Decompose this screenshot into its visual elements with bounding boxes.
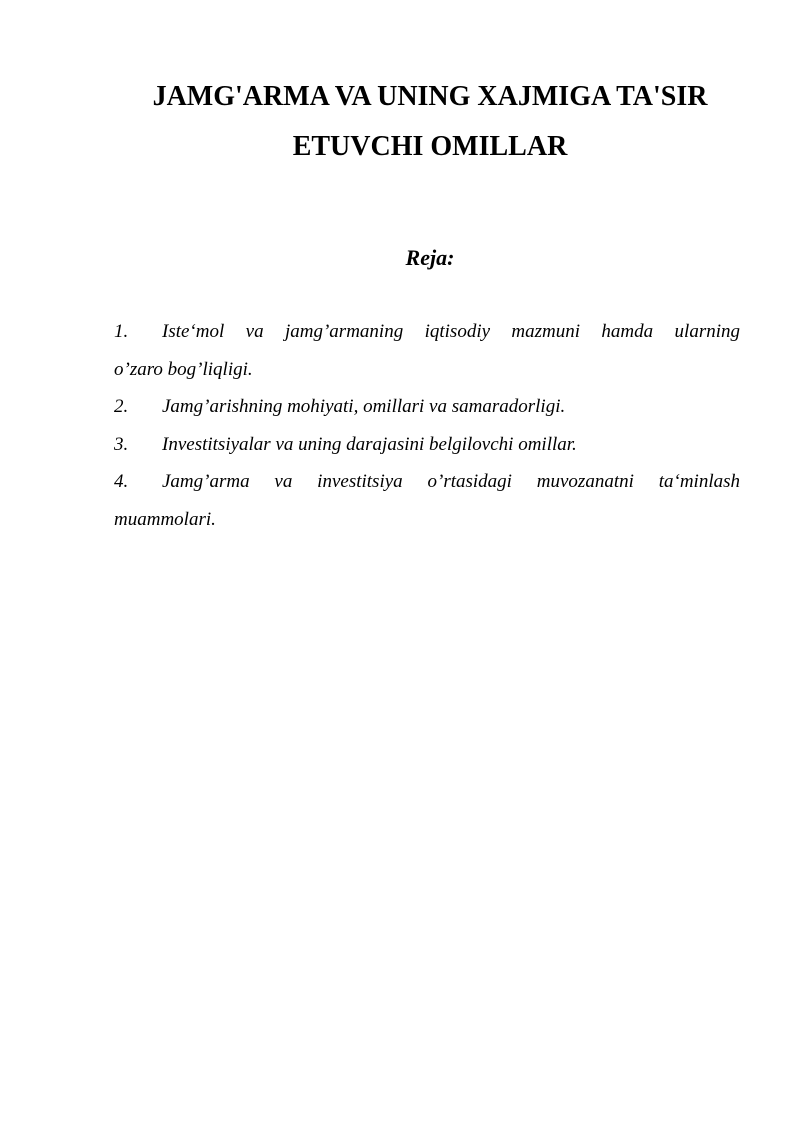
plan-item: [114, 426, 740, 464]
plan-item-text: Investitsiyalar va uning darajasini belgilovchi omillar.: [162, 433, 577, 455]
plan-list: [114, 313, 740, 538]
plan-item-continuation: muammolari.: [114, 508, 216, 530]
plan-item-text: Jamg’arma va investitsiya o’rtasidagi muvozanatni ta‘minlash: [162, 471, 740, 492]
plan-item: [114, 388, 740, 426]
title-line-2: ETUVCHI OMILLAR: [292, 131, 568, 162]
plan-item-number: 3.: [114, 433, 129, 455]
plan-item-text: Iste‘mol va jamg’armaning iqtisodiy mazmuni hamda ularning: [162, 321, 740, 342]
plan-item-number: 1.: [114, 321, 129, 342]
document-title: [100, 72, 760, 172]
plan-item-number: 4.: [114, 471, 129, 492]
plan-item: [114, 313, 740, 388]
plan-item-text: Jamg’arishning mohiyati, omillari va samaradorligi.: [162, 396, 566, 417]
plan-item-continuation: o’zaro bog’liqligi.: [114, 358, 253, 380]
plan-item: [114, 463, 740, 538]
plan-heading: Reja:: [405, 245, 455, 270]
title-line-1: JAMG'ARMA VA UNING XAJMIGA TA'SIR: [152, 81, 708, 112]
plan-item-number: 2.: [114, 396, 129, 417]
